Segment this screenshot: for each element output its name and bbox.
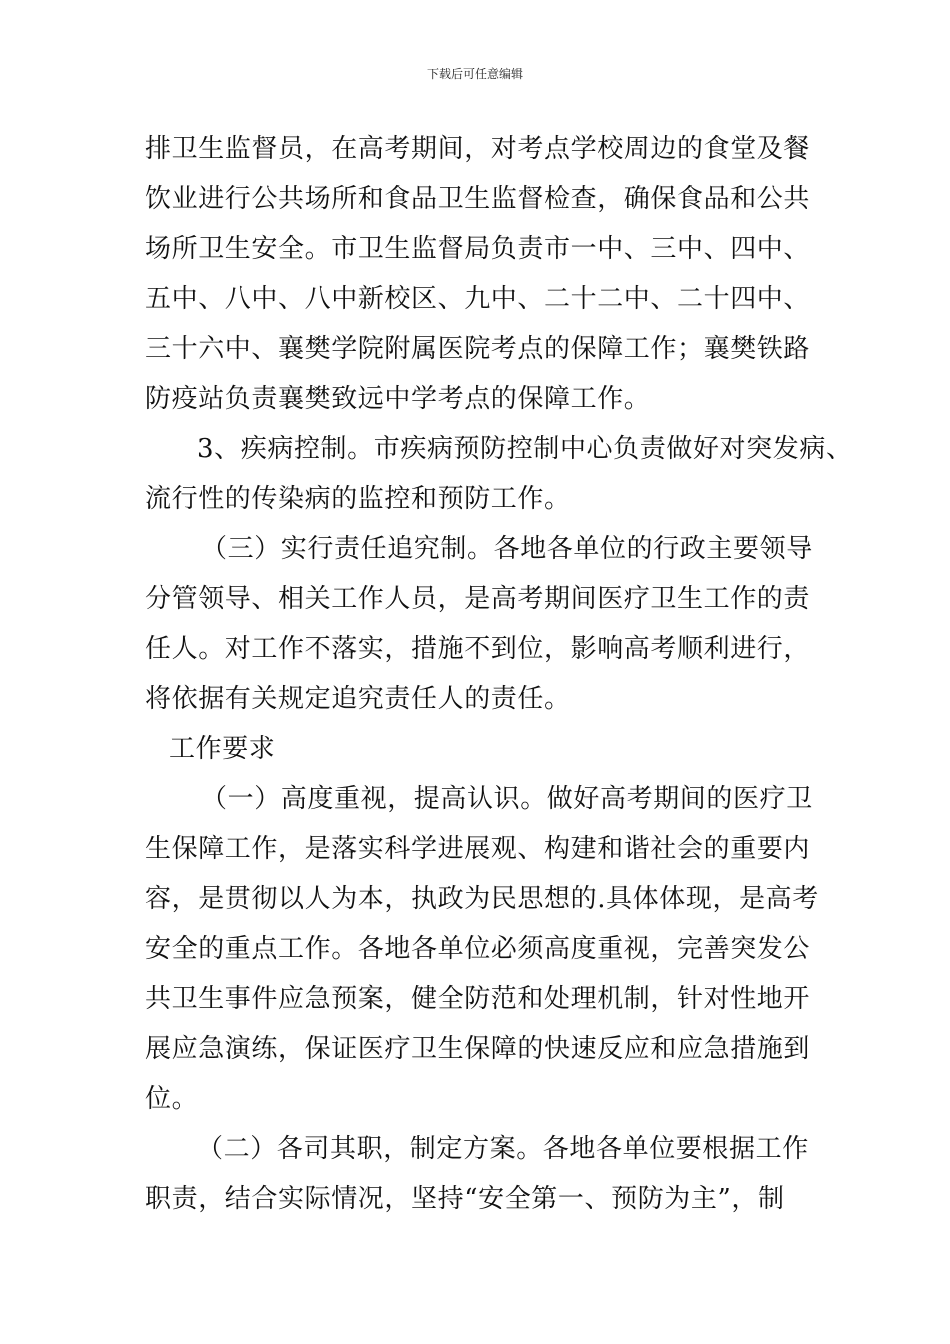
- text-line: 将依据有关规定追究责任人的责任。: [145, 684, 571, 714]
- paragraph-start: （三）实行责任追究制。各地各单位的行政主要领导: [201, 534, 813, 564]
- text-line: 流行性的传染病的监控和预防工作。: [145, 484, 571, 514]
- text-line: 安全的重点工作。各地各单位必须高度重视，完善突发公: [145, 934, 811, 964]
- paragraph-start: （一）高度重视，提高认识。做好高考期间的医疗卫: [201, 784, 813, 814]
- section-heading: 工作要求: [169, 734, 276, 764]
- text-line: 共卫生事件应急预案，健全防范和处理机制，针对性地开: [145, 984, 811, 1014]
- paragraph-start: 3、疾病控制。市疾病预防控制中心负责做好对突发病、: [197, 434, 853, 464]
- text-line: 饮业进行公共场所和食品卫生监督检查，确保食品和公共: [145, 184, 811, 214]
- text-line: 展应急演练，保证医疗卫生保障的快速反应和应急措施到: [145, 1034, 811, 1064]
- page-header: 下载后可任意编辑: [426, 67, 523, 81]
- text-line: 位。: [145, 1084, 199, 1114]
- text-line: 职责，结合实际情况，坚持“安全第一、预防为主”，制: [145, 1184, 785, 1214]
- text-line: 三十六中、襄樊学院附属医院考点的保障工作；襄樊铁路: [145, 334, 811, 364]
- document-body: [145, 124, 853, 1224]
- text-line: 五中、八中、八中新校区、九中、二十二中、二十四中、: [145, 284, 811, 314]
- text-line: 生保障工作，是落实科学进展观、构建和谐社会的重要内: [145, 834, 811, 864]
- text-line: 容，是贯彻以人为本，执政为民思想的.具体体现，是高考: [145, 884, 819, 914]
- text-line: 排卫生监督员，在高考期间，对考点学校周边的食堂及餐: [145, 134, 811, 164]
- paragraph-start: （二）各司其职，制定方案。各地各单位要根据工作: [197, 1134, 809, 1164]
- text-line: 任人。对工作不落实，措施不到位，影响高考顺利进行，: [145, 634, 811, 664]
- text-line: 防疫站负责襄樊致远中学考点的保障工作。: [145, 384, 651, 414]
- text-line: 场所卫生安全。市卫生监督局负责市一中、三中、四中、: [145, 234, 811, 264]
- text-line: 分管领导、相关工作人员，是高考期间医疗卫生工作的责: [145, 584, 811, 614]
